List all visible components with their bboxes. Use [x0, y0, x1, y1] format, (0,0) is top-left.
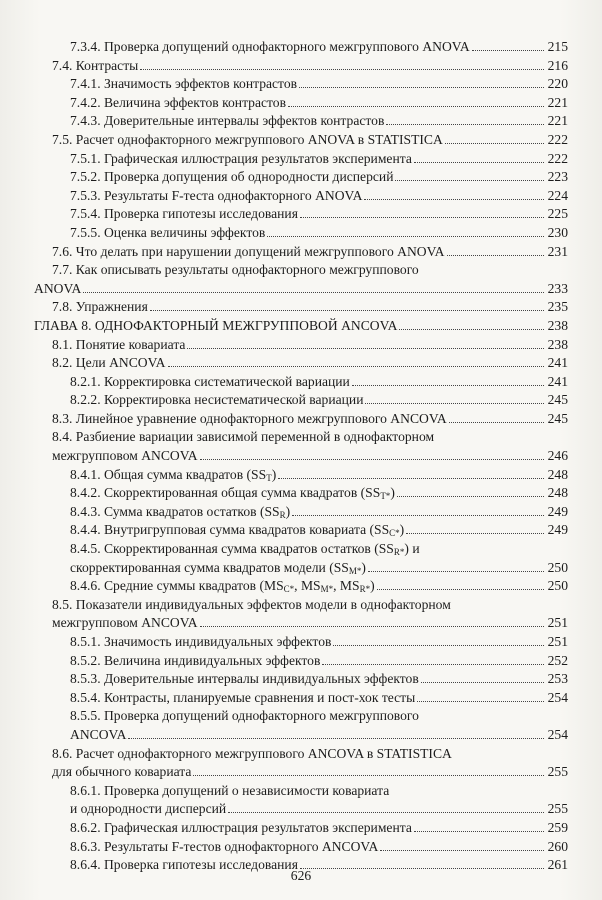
- toc-entry-label: [70, 205, 546, 224]
- toc-entry-title: [52, 614, 198, 633]
- toc-entry: [0, 466, 602, 485]
- toc-entry-text-tail: ): [361, 559, 366, 575]
- toc-entry: [0, 782, 602, 801]
- toc-entry-page: 238: [547, 336, 568, 352]
- toc-entry-page: 241: [547, 373, 568, 389]
- toc-entry: [0, 317, 602, 336]
- toc-entry-title: [70, 707, 419, 726]
- toc-entry: [0, 261, 602, 280]
- toc-entry-text: 8.5.4. Контрасты, планируемые сравнения и пост-хок тесты: [70, 689, 416, 705]
- toc-entry-title: [70, 373, 350, 392]
- dot-leader: [399, 328, 544, 330]
- toc-entry: [0, 298, 602, 317]
- toc-entry-page: 245: [547, 410, 568, 426]
- toc-entry-text: 8.4.2. Скорректированная общая сумма квадратов (SS: [70, 485, 381, 501]
- toc-entry-text: межгрупповом ANCOVA: [52, 448, 198, 464]
- toc-entry-page: 215: [547, 39, 568, 54]
- toc-entry-text: 8.3. Линейное уравнение однофакторного межгруппового ANCOVA: [52, 410, 447, 426]
- toc-entry: [0, 57, 602, 76]
- toc-entry-label: [70, 224, 546, 243]
- toc-entry: [0, 187, 602, 206]
- toc-entry-page: 216: [547, 57, 568, 73]
- toc-entry-text: 8.4.1. Общая сумма квадратов (SS: [70, 466, 267, 482]
- subscript: M*: [348, 565, 362, 576]
- toc-entry: [0, 577, 602, 596]
- toc-entry-title: [52, 745, 452, 764]
- toc-entry-text: 7.5.1. Графическая иллюстрация результатов эксперимента: [70, 150, 412, 166]
- toc-entry-page: 245: [547, 392, 568, 408]
- subscript: M*: [320, 584, 334, 595]
- toc-entry-text: 8.6.1. Проверка допущений о независимости ковариата: [70, 782, 390, 798]
- toc-entry-label: [34, 280, 546, 299]
- toc-entry-title: [70, 819, 412, 838]
- dot-leader: [377, 588, 544, 590]
- dot-leader: [395, 179, 544, 181]
- toc-entry-label: [70, 187, 546, 206]
- toc-entry-page: 255: [547, 801, 568, 817]
- subscript: C*: [389, 528, 400, 539]
- toc-entry-label: [70, 726, 546, 745]
- toc-entry: [0, 800, 602, 819]
- toc-entry-text: 8.4. Разбиение вариации зависимой переменной в однофакторном: [52, 429, 435, 445]
- toc-entry-label: [70, 112, 546, 131]
- toc-entry-title: [70, 670, 419, 689]
- toc-entry-page: 220: [547, 76, 568, 92]
- toc-entry-text: для обычного ковариата: [52, 764, 192, 780]
- toc-entry-page: 249: [547, 503, 568, 519]
- toc-entry-page: 254: [547, 689, 568, 705]
- toc-entry-text-tail: ): [399, 522, 405, 538]
- toc-entry-label: [70, 168, 546, 187]
- toc-entry-label: [52, 243, 546, 262]
- toc-entry: [0, 131, 602, 150]
- toc-entry-page: 261: [547, 857, 568, 873]
- toc-entry-page: 250: [547, 578, 568, 594]
- toc-entry-text-tail: , MS: [294, 578, 321, 594]
- dot-leader: [168, 365, 545, 367]
- subscript: C*: [283, 584, 295, 595]
- toc-entry: [0, 521, 602, 540]
- toc-entry-title: [70, 726, 126, 745]
- toc-entry-text: 8.6.4. Проверка гипотезы исследования: [70, 857, 298, 873]
- dot-leader: [414, 161, 544, 163]
- toc-entry-title: [70, 187, 362, 206]
- dot-leader: [368, 570, 544, 572]
- toc-entry-text: 7.7. Как описывать результаты однофакторного межгруппового: [52, 262, 419, 278]
- toc-entry-page: 231: [547, 243, 568, 259]
- toc-entry-title: [52, 447, 198, 466]
- toc-entry-title: [52, 243, 445, 262]
- toc-entry: [0, 112, 602, 131]
- subscript: R*: [359, 584, 371, 595]
- toc-entry-title: [70, 391, 363, 410]
- toc-entry: [0, 707, 602, 726]
- toc-entry-text: 7.5.5. Оценка величины эффектов: [70, 224, 266, 240]
- toc-entry-text: 7.8. Упражнения: [52, 299, 148, 315]
- table-of-contents: [0, 38, 602, 875]
- toc-entry-title: [52, 354, 166, 373]
- dot-leader: [449, 421, 544, 423]
- dot-leader: [128, 737, 544, 739]
- toc-entry-text: 8.5.1. Значимость индивидуальных эффектов: [70, 634, 332, 649]
- toc-entry-label: [52, 298, 546, 317]
- toc-entry-title: [70, 94, 286, 113]
- toc-entry-text-tail: , MS: [333, 578, 360, 594]
- toc-entry-title: [70, 224, 265, 243]
- toc-entry-title: [52, 763, 191, 782]
- toc-entry-text: ANOVA: [34, 280, 82, 296]
- dot-leader: [83, 291, 544, 293]
- toc-entry-label: [70, 373, 546, 392]
- toc-entry-page: 225: [547, 206, 568, 222]
- toc-entry-text: 7.5.2. Проверка допущения об однородности дисперсий: [70, 169, 394, 185]
- toc-entry-page: 221: [547, 94, 568, 110]
- toc-entry-page: 233: [547, 280, 568, 296]
- toc-entry: [0, 596, 602, 615]
- toc-entry-title: [52, 131, 443, 150]
- toc-entry-label: [52, 410, 546, 429]
- dot-leader: [417, 700, 544, 702]
- toc-entry-text: 8.2.2. Корректировка несистематической вариации: [70, 392, 364, 408]
- dot-leader: [364, 198, 544, 200]
- dot-leader: [193, 774, 544, 776]
- dot-leader: [300, 216, 544, 218]
- subscript: R: [279, 509, 286, 520]
- toc-entry-label: [70, 94, 546, 113]
- toc-entry-title: [70, 689, 415, 708]
- toc-entry-title: [70, 800, 226, 819]
- toc-entry-page: 260: [547, 838, 568, 854]
- toc-entry-text-tail: ): [370, 578, 375, 594]
- dot-leader: [140, 68, 544, 70]
- dot-leader: [200, 458, 544, 460]
- toc-entry-text: 8.1. Понятие ковариата: [52, 336, 186, 352]
- dot-leader: [150, 309, 544, 311]
- toc-entry-text: 7.4.3. Доверительные интервалы эффектов контрастов: [70, 113, 385, 129]
- toc-entry: [0, 168, 602, 187]
- toc-entry-label: [70, 782, 592, 801]
- toc-entry-text-tail: ): [285, 503, 291, 519]
- toc-entry-page: 222: [547, 150, 568, 166]
- toc-entry: [0, 243, 602, 262]
- toc-entry-title: [34, 317, 397, 336]
- toc-entry: [0, 838, 602, 857]
- toc-entry-text: 8.2.1. Корректировка систематической вариации: [70, 373, 350, 389]
- toc-entry: [0, 447, 602, 466]
- toc-entry-text: 8.6.3. Результаты F-тестов однофакторного ANCOVA: [70, 838, 379, 854]
- dot-leader: [278, 477, 544, 479]
- toc-entry: [0, 745, 602, 764]
- dot-leader: [365, 402, 544, 404]
- dot-leader: [380, 849, 544, 851]
- toc-entry-page: 251: [547, 615, 568, 631]
- toc-entry-text: ГЛАВА 8. ОДНОФАКТОРНЫЙ МЕЖГРУППОВОЙ ANCOVA: [34, 317, 398, 333]
- toc-entry-label: [52, 428, 592, 447]
- toc-entry-title: [70, 38, 470, 57]
- toc-entry-title: [70, 838, 378, 857]
- dot-leader: [322, 663, 544, 665]
- toc-entry-text-tail: ): [390, 485, 395, 501]
- subscript: R*: [393, 547, 405, 558]
- toc-entry: [0, 763, 602, 782]
- toc-entry-text: 7.5.3. Результаты F-теста однофакторного ANOVA: [70, 187, 363, 203]
- toc-entry-text: межгрупповом ANCOVA: [52, 615, 198, 631]
- toc-entry-text: 8.6.2. Графическая иллюстрация результатов эксперимента: [70, 819, 412, 835]
- toc-entry-page: 250: [547, 559, 568, 575]
- subscript: T: [266, 472, 272, 483]
- toc-entry: [0, 614, 602, 633]
- toc-entry-text: и однородности дисперсий: [70, 801, 227, 817]
- page-number: 626: [290, 868, 312, 883]
- dot-leader: [421, 681, 544, 683]
- toc-entry-page: 235: [547, 299, 568, 315]
- toc-entry-page: 223: [547, 169, 568, 185]
- toc-entry-page: 255: [547, 764, 568, 780]
- toc-entry-text: 7.5.4. Проверка гипотезы исследования: [70, 206, 298, 222]
- toc-entry: [0, 336, 602, 355]
- toc-entry: [0, 428, 602, 447]
- toc-entry-label: [52, 57, 546, 76]
- toc-entry-text: 8.5.5. Проверка допущений однофакторного межгруппового: [70, 708, 419, 724]
- toc-entry-text: 7.5. Расчет однофакторного межгруппового ANOVA в STATISTICA: [52, 131, 443, 147]
- toc-entry-page: 249: [547, 522, 568, 538]
- toc-entry-text: 8.2. Цели ANCOVA: [52, 355, 166, 371]
- dot-leader: [187, 347, 544, 349]
- toc-entry-page: 252: [547, 652, 568, 668]
- toc-entry-title: [52, 261, 419, 280]
- toc-entry-title: [70, 205, 298, 224]
- toc-entry-text-tail: ) и: [404, 541, 420, 557]
- dot-leader: [292, 514, 544, 516]
- toc-entry-label: [52, 354, 546, 373]
- toc-entry-title: [70, 652, 320, 671]
- toc-entry: [0, 354, 602, 373]
- toc-entry-label: [70, 633, 546, 652]
- toc-entry-title: [52, 57, 138, 76]
- dot-leader: [333, 644, 544, 646]
- toc-entry-text: 8.5.3. Доверительные интервалы индивидуальных эффектов: [70, 671, 419, 687]
- toc-entry-text: 8.5.2. Величина индивидуальных эффектов: [70, 652, 321, 668]
- toc-entry-label: [70, 38, 546, 57]
- toc-entry-page: 224: [547, 187, 568, 203]
- toc-entry-text: 8.5. Показатели индивидуальных эффектов модели в однофакторном: [52, 596, 451, 612]
- toc-entry: [0, 726, 602, 745]
- dot-leader: [299, 86, 544, 88]
- toc-entry-label: [52, 763, 546, 782]
- toc-entry-text-tail: ): [271, 466, 277, 482]
- toc-entry-title: [70, 75, 297, 94]
- dot-leader: [288, 105, 544, 107]
- dot-leader: [472, 49, 544, 51]
- toc-entry-label: [70, 819, 546, 838]
- toc-entry-label: [52, 596, 592, 615]
- toc-entry: [0, 94, 602, 113]
- toc-entry-label: [70, 391, 546, 410]
- toc-entry-label: [52, 447, 546, 466]
- toc-entry-page: 254: [547, 726, 568, 742]
- toc-entry-label: [70, 707, 592, 726]
- toc-entry: [0, 503, 602, 522]
- dot-leader: [386, 123, 544, 125]
- toc-entry: [0, 224, 602, 243]
- toc-entry-title: [52, 336, 185, 355]
- toc-entry-page: 259: [547, 819, 568, 835]
- toc-entry-title: [70, 782, 389, 801]
- toc-entry: [0, 670, 602, 689]
- subscript: T*: [380, 491, 391, 502]
- toc-entry-text: 7.3.4. Проверка допущений однофакторного межгруппового ANOVA: [70, 39, 470, 54]
- toc-entry: [0, 280, 602, 299]
- toc-entry-page: 221: [547, 113, 568, 129]
- toc-entry-page: 241: [547, 355, 568, 371]
- toc-entry-text: ANCOVA: [70, 726, 127, 742]
- toc-entry-label: [52, 614, 546, 633]
- dot-leader: [447, 254, 545, 256]
- toc-entry-title: [70, 168, 393, 187]
- toc-entry-page: 246: [547, 448, 568, 464]
- toc-entry-page: 230: [547, 224, 568, 240]
- toc-entry: [0, 540, 602, 559]
- toc-entry-label: [70, 150, 546, 169]
- dot-leader: [414, 830, 544, 832]
- toc-entry-text: 7.6. Что делать при нарушении допущений межгруппового ANOVA: [52, 243, 445, 259]
- toc-entry-title: [70, 112, 384, 131]
- toc-entry-text: 8.6. Расчет однофакторного межгруппового ANCOVA в STATISTICA: [52, 745, 452, 761]
- toc-entry-text: 7.4. Контрасты: [52, 57, 139, 73]
- toc-entry-text: 7.4.2. Величина эффектов контрастов: [70, 94, 287, 110]
- dot-leader: [445, 142, 544, 144]
- toc-entry-text: 8.4.5. Скорректированная сумма квадратов остатков (SS: [70, 541, 394, 557]
- toc-entry: [0, 38, 602, 57]
- toc-entry: [0, 75, 602, 94]
- toc-entry: [0, 484, 602, 503]
- toc-entry-text: 8.4.4. Внутригрупповая сумма квадратов ковариата (SS: [70, 522, 390, 538]
- toc-entry-text: 8.4.3. Сумма квадратов остатков (SS: [70, 503, 280, 519]
- dot-leader: [228, 811, 544, 813]
- toc-entry-title: [52, 298, 148, 317]
- toc-entry-label: [34, 317, 546, 336]
- toc-entry-label: [70, 75, 546, 94]
- toc-entry-title: [70, 150, 412, 169]
- toc-entry-label: [52, 131, 546, 150]
- toc-entry-title: [70, 633, 331, 652]
- toc-entry-label: [70, 652, 546, 671]
- toc-entry-text: 7.4.1. Значимость эффектов контрастов: [70, 76, 298, 92]
- toc-entry-page: 238: [547, 317, 568, 333]
- toc-entry: [0, 689, 602, 708]
- toc-entry-label: [52, 745, 592, 764]
- dot-leader: [267, 235, 544, 237]
- toc-entry-text: скорректированная сумма квадратов модели (SS: [70, 559, 349, 575]
- dot-leader: [200, 625, 544, 627]
- toc-entry-label: [70, 689, 546, 708]
- toc-entry-label: [70, 838, 546, 857]
- dot-leader: [352, 384, 544, 386]
- toc-entry: [0, 819, 602, 838]
- toc-entry: [0, 373, 602, 392]
- toc-entry: [0, 150, 602, 169]
- toc-entry-label: [70, 800, 546, 819]
- toc-entry-title: [52, 596, 451, 615]
- dot-leader: [406, 532, 544, 534]
- toc-entry-page: 248: [547, 485, 568, 501]
- toc-entry-title: [34, 280, 81, 299]
- toc-entry-label: [70, 670, 546, 689]
- toc-entry-label: [52, 261, 592, 280]
- toc-entry-page: 222: [547, 131, 568, 147]
- toc-entry-page: 253: [547, 671, 568, 687]
- toc-entry-page: 248: [547, 466, 568, 482]
- toc-entry: [0, 205, 602, 224]
- toc-entry-title: [52, 410, 447, 429]
- toc-entry: [0, 633, 602, 652]
- toc-entry-label: [52, 336, 546, 355]
- toc-entry-title: [52, 428, 434, 447]
- toc-entry-page: 251: [547, 634, 568, 649]
- toc-entry: [0, 410, 602, 429]
- toc-entry: [0, 652, 602, 671]
- toc-entry: [0, 559, 602, 578]
- toc-entry: [0, 391, 602, 410]
- toc-entry-text: 8.4.6. Средние суммы квадратов (MS: [70, 578, 284, 594]
- dot-leader: [397, 495, 544, 497]
